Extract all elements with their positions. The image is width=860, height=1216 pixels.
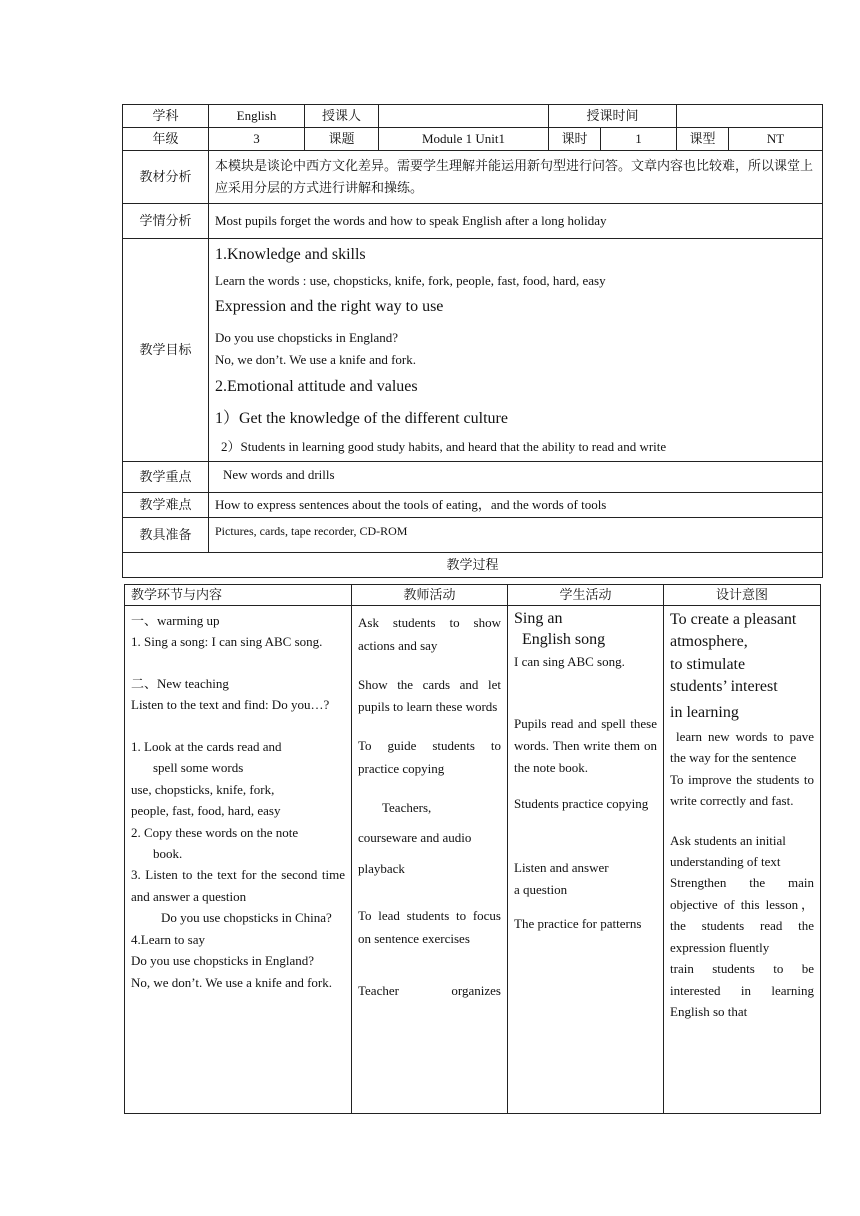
content-cell [125,606,352,1114]
design-3: to stimulate [670,655,746,673]
goals-heading-expression: Expression and the right way to use [215,298,444,316]
student-analysis-text: Most pupils forget the words and how to speak English after a long holiday [209,204,823,239]
key-points-row [123,462,823,493]
teacher-act-5: courseware and audio [358,830,472,846]
materials-text: Pictures, cards, tape recorder, CD-ROM [209,518,823,553]
process-title: 教学过程 [123,553,823,578]
content-question: Do you use chopsticks in China? [161,910,332,926]
teacher-act-3: To guide students to practice copying [358,738,501,776]
goals-row [123,239,823,462]
design-8: Ask students an initial understanding of text [670,832,786,869]
hours-label: 课时 [549,128,601,151]
key-points-text: New words and drills [209,462,823,493]
teacher-act-1: Ask students to show actions and say [358,615,501,653]
goals-item-1: 1）Get the knowledge of the different culture [215,410,508,428]
type-label: 课型 [677,128,729,151]
design-10: train students to be interested in learning English so that [670,961,814,1019]
student-act-7: a question [514,882,568,898]
design-7: To improve the students to write correctly and fast. [670,771,814,809]
content-new-teaching: 二、New teaching [131,675,229,691]
info-row-1 [123,105,823,128]
student-activity-cell [508,606,664,1114]
design-5: in learning [670,703,739,721]
student-act-2: English song [522,630,606,648]
teacher-act-7: To lead students to focus on sentence exercises [358,907,501,946]
materials-label: 教具准备 [123,518,209,553]
content-learn-say: 4.Learn to say [131,931,206,947]
goals-item-2: 2）Students in learning good study habits, and heard that the ability to read and write [221,439,667,455]
process-header-row [125,585,821,606]
goals-words: Learn the words : use, chopsticks, knife, fork, people, fast, food, hard, easy [215,273,606,288]
design-9: Strengthen the main objective of this lesson， the students read the expression fluently [670,875,814,955]
grade-label: 年级 [123,128,209,151]
goals-answer: No, we don’t. We use a knife and fork. [215,352,417,368]
difficulty-row [123,493,823,518]
materials-row [123,518,823,553]
difficulty-label: 教学难点 [123,493,209,518]
content-sing: 1. Sing a song: I can sing ABC song. [131,634,323,650]
subject-label: 学科 [123,105,209,128]
hours-value: 1 [601,128,677,151]
material-analysis-label: 教材分析 [123,151,209,204]
col-header-student: 学生活动 [508,585,664,606]
col-header-content: 教学环节与内容 [125,585,352,606]
design-intent-cell [664,606,821,1114]
design-6: learn new words to pave the way for the sentence [670,728,814,766]
process-table [124,584,821,1114]
col-header-teacher: 教师活动 [352,585,508,606]
student-act-1: Sing an [514,610,563,627]
content-words-2: people, fast, food, hard, easy [131,803,281,819]
content-listen: Listen to the text and find: Do you…? [131,697,330,713]
student-act-5: Students practice copying [514,795,649,811]
design-1: To create a pleasant [670,611,797,628]
lesson-info-table [122,104,823,578]
content-copy: 2. Copy these words on the note [131,824,299,840]
content-spell: spell some words [153,760,244,776]
goals-content [209,239,823,462]
student-act-6: Listen and answer [514,860,609,876]
student-analysis-row [123,204,823,239]
goals-label: 教学目标 [123,239,209,462]
design-2: atmosphere, [670,633,748,651]
content-listen-second: 3. Listen to the text for the second time and answer a question [131,867,345,904]
student-act-3: I can sing ABC song. [514,653,625,669]
content-book: book. [153,845,183,861]
teacher-label: 授课人 [305,105,379,128]
goals-heading-knowledge: 1.Knowledge and skills [215,246,366,263]
subject-value: English [209,105,305,128]
design-4: students’ interest [670,678,778,696]
teacher-act-4: Teachers, [382,799,432,815]
process-title-row [123,553,823,578]
time-value [677,105,823,128]
process-body-row [125,606,821,1114]
content-warmup: 一、warming up [131,613,220,628]
material-analysis-row [123,151,823,204]
student-act-4: Pupils read and spell these words. Then write them on the note book. [514,715,657,775]
teacher-act-2: Show the cards and let pupils to learn these words [358,676,501,715]
content-look-cards: 1. Look at the cards read and [131,738,282,754]
goals-question: Do you use chopsticks in England? [215,330,399,346]
teacher-value [379,105,549,128]
topic-label: 课题 [305,128,379,151]
grade-value: 3 [209,128,305,151]
student-analysis-label: 学情分析 [123,204,209,239]
col-header-design: 设计意图 [664,585,821,606]
teacher-act-6: playback [358,861,405,876]
topic-value: Module 1 Unit1 [379,128,549,151]
teacher-activity-cell [352,606,508,1114]
time-label: 授课时间 [549,105,677,128]
key-points-label: 教学重点 [123,462,209,493]
content-words-1: use, chopsticks, knife, fork, [131,781,275,797]
teacher-act-8: Teacher organizes [358,983,501,999]
content-sentence-q: Do you use chopsticks in England? [131,953,315,969]
type-value: NT [729,128,823,151]
difficulty-text: How to express sentences about the tools of eating，and the words of tools [209,493,823,518]
content-sentence-a: No, we don’t. We use a knife and fork. [131,974,333,990]
info-row-2 [123,128,823,151]
material-analysis-text: 本模块是谈论中西方文化差异。需要学生理解并能运用新句型进行问答。文章内容也比较难，所以课堂上应采用分层的方式进行讲解和操练。 [209,151,823,204]
student-act-8: The practice for patterns [514,916,642,932]
goals-heading-emotional: 2.Emotional attitude and values [215,378,418,396]
